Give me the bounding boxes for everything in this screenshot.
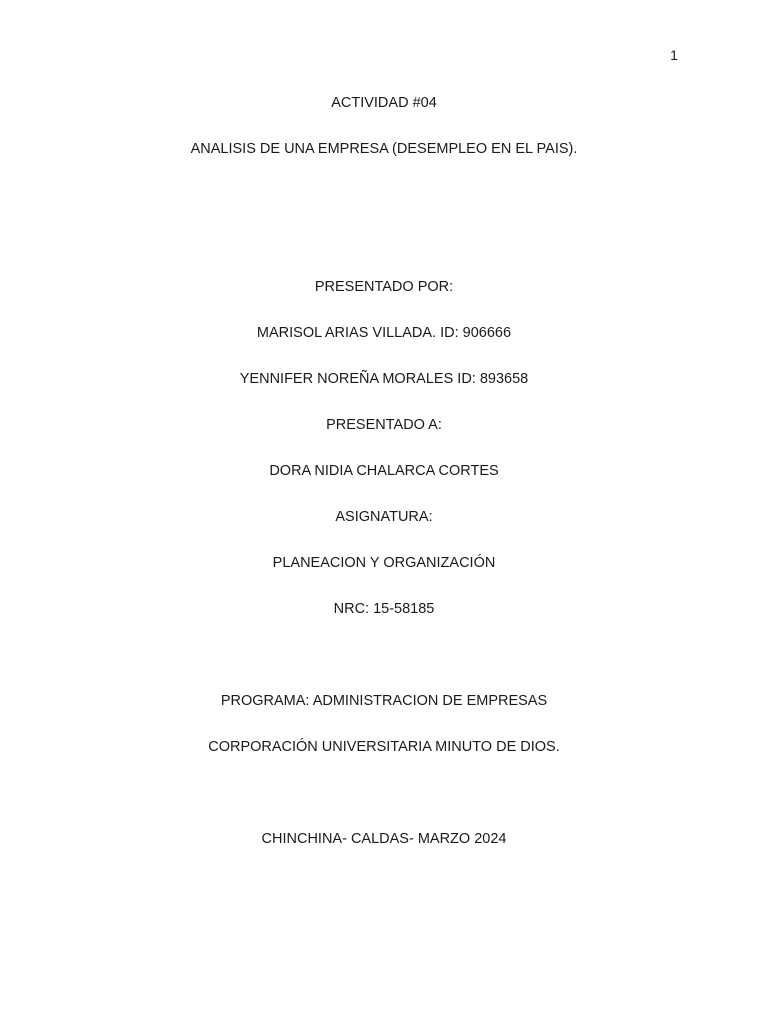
subject-name: PLANEACION Y ORGANIZACIÓN <box>272 555 496 571</box>
author-2: YENNIFER NOREÑA MORALES ID: 893658 <box>239 371 529 387</box>
place-and-date: CHINCHINA- CALDAS- MARZO 2024 <box>261 831 507 847</box>
presented-by-label: PRESENTADO POR: <box>314 279 454 295</box>
author-1: MARISOL ARIAS VILLADA. ID: 906666 <box>256 325 512 341</box>
institution-name: CORPORACIÓN UNIVERSITARIA MINUTO DE DIOS. <box>208 739 560 755</box>
document-subtitle: ANALISIS DE UNA EMPRESA (DESEMPLEO EN EL PAIS). <box>190 141 578 157</box>
document-title: ACTIVIDAD #04 <box>331 95 437 111</box>
instructor-name: DORA NIDIA CHALARCA CORTES <box>269 463 499 479</box>
program-name: PROGRAMA: ADMINISTRACION DE EMPRESAS <box>220 693 548 709</box>
subject-label: ASIGNATURA: <box>335 509 433 525</box>
page-number: 1 <box>670 47 678 63</box>
presented-to-label: PRESENTADO A: <box>326 417 442 433</box>
nrc-code: NRC: 15-58185 <box>333 601 435 617</box>
